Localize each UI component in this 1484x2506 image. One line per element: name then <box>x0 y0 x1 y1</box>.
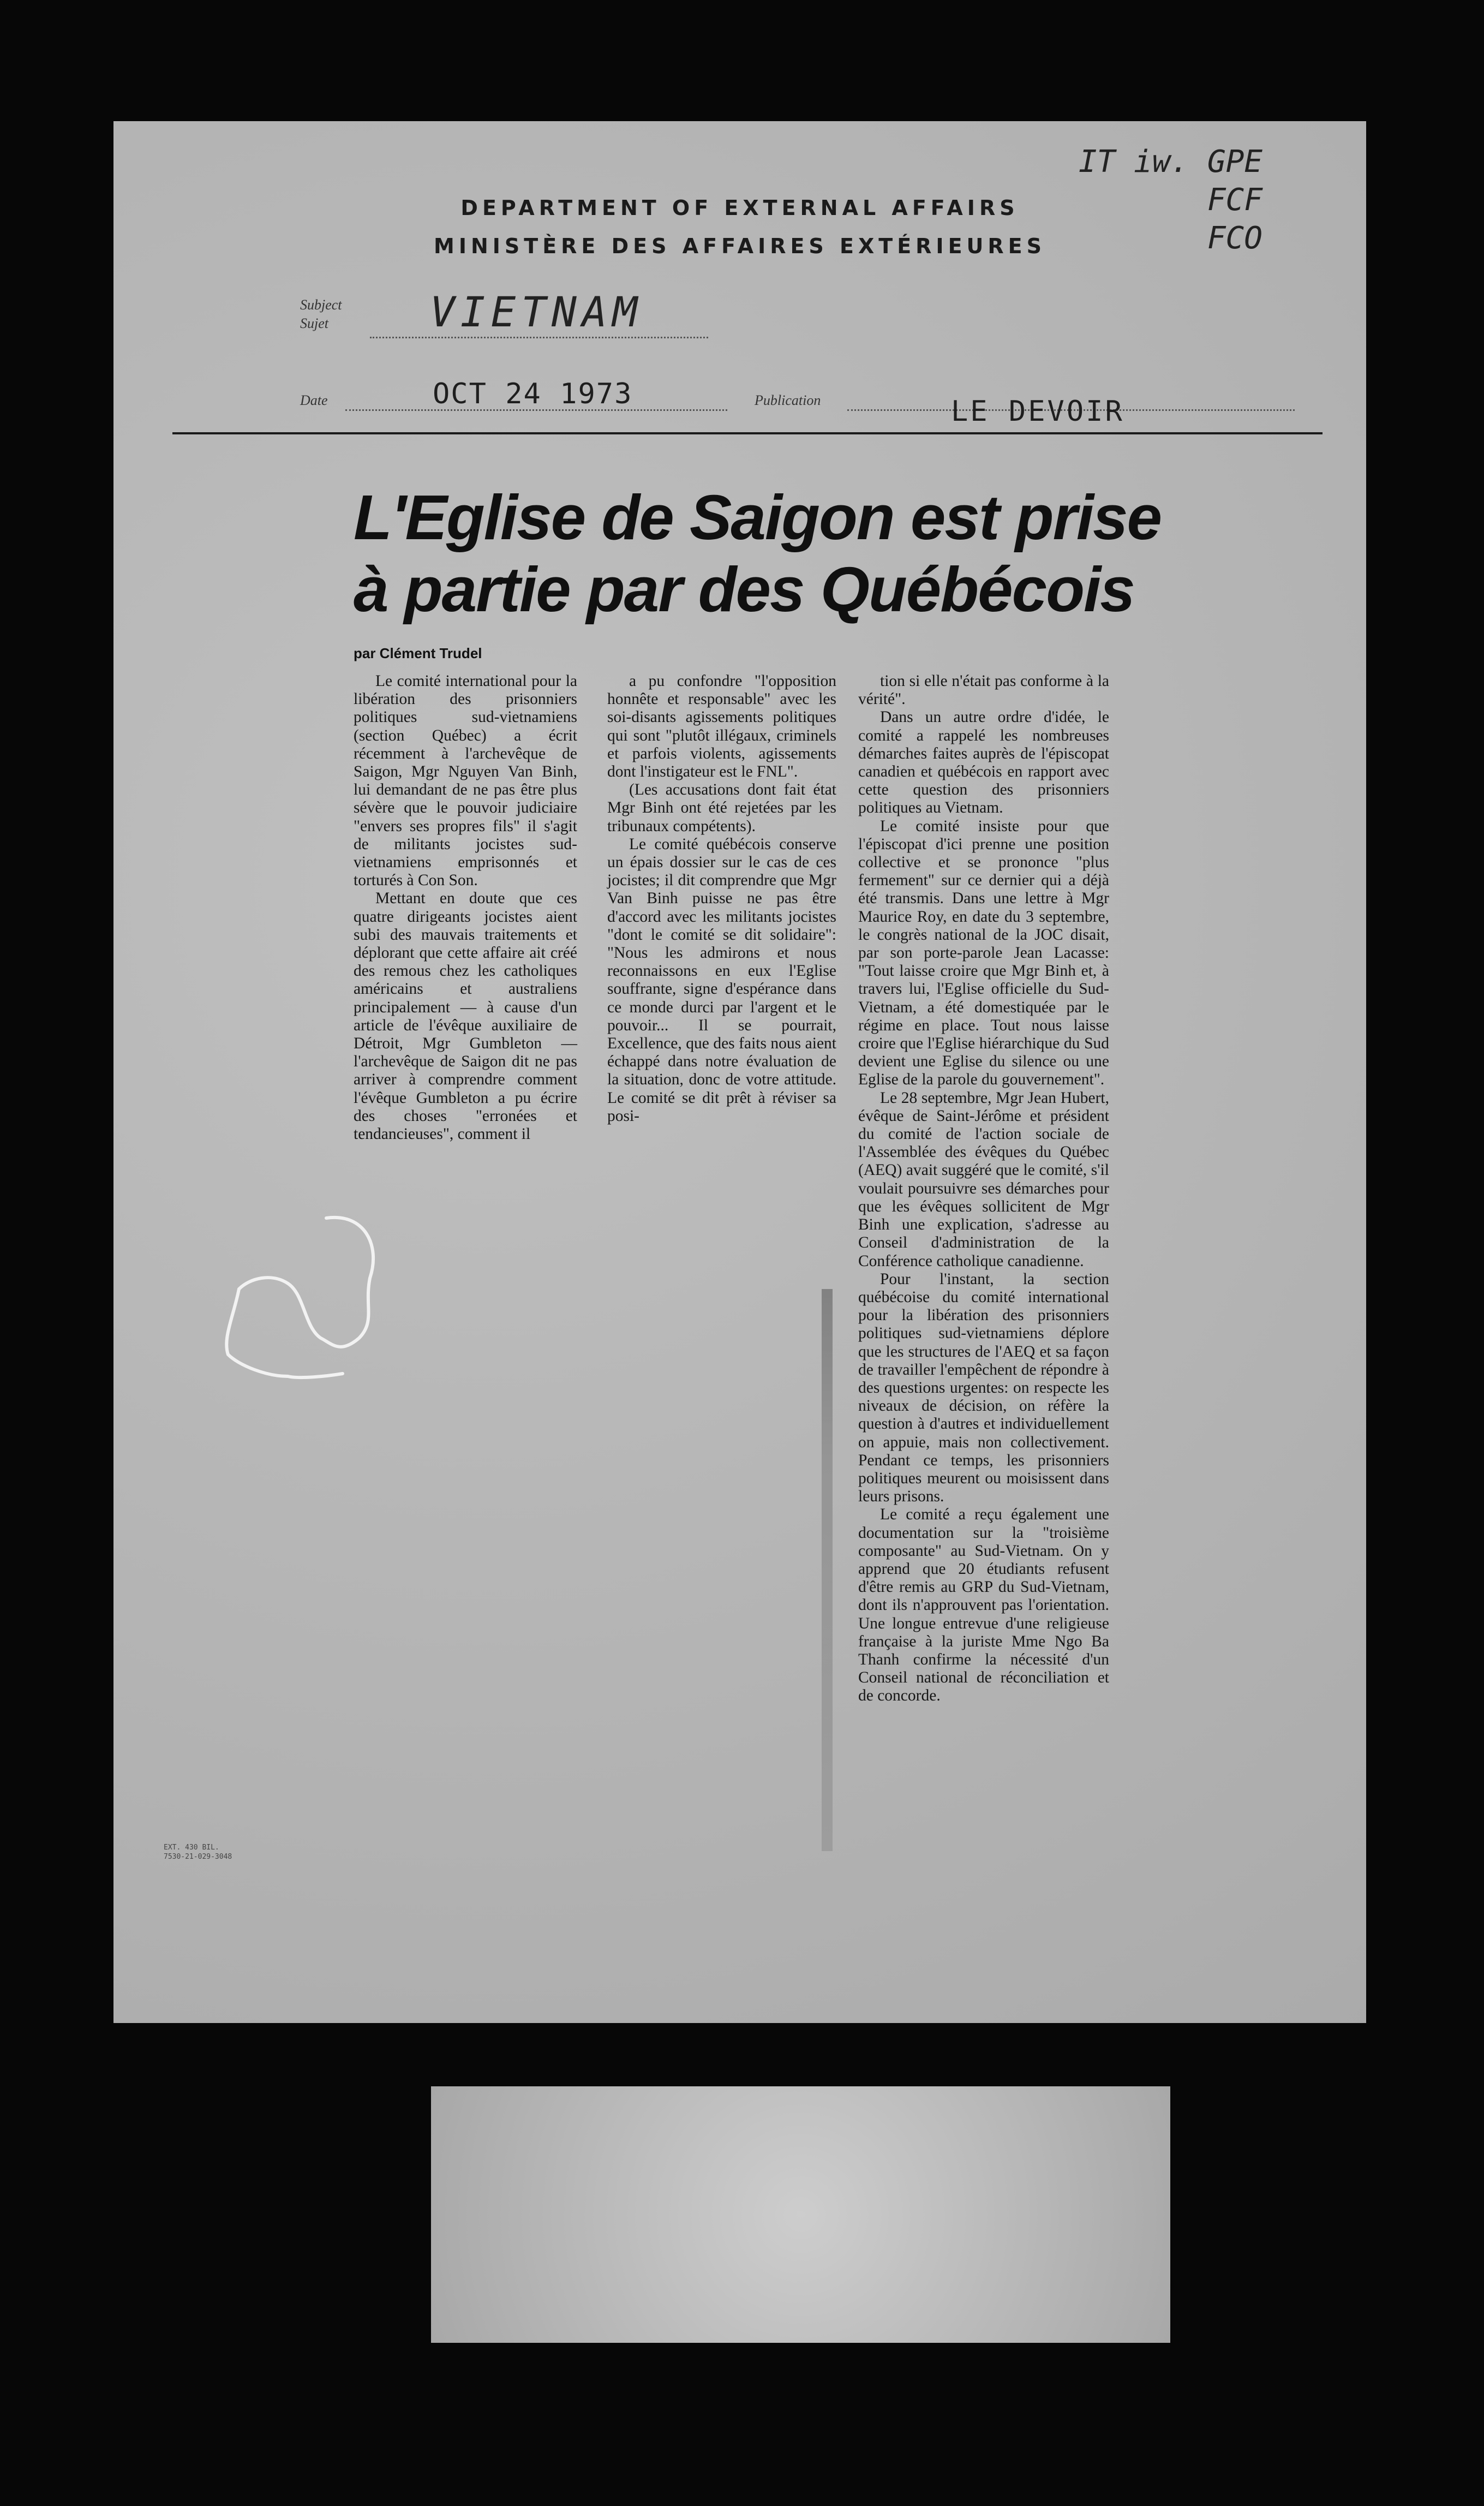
paragraph: Pour l'instant, la section québécoise du comité international pour la libération des prisonniers politiques sud-vietnamiens déplore que les structures de l'AEQ et sa façon de travailler l'empêchent de répondre à des questions urgentes: on respecte les niveaux de décision, on réfère la question à d'autres et individuellement on appuie, mais non collectivement. Pendant ce temps, les prisonniers politiques meurent ou moisissent dans leurs prisons. <box>858 1270 1109 1506</box>
paragraph: (Les accusations dont fait état Mgr Binh ont été rejetées par les tribunaux compétents). <box>607 781 836 835</box>
note-line: FCF <box>1207 182 1262 218</box>
headline-line: à partie par des Québécois <box>354 554 1134 625</box>
stamp-line: EXT. 430 BIL. <box>164 1843 219 1852</box>
subject-label <box>300 296 342 333</box>
subject-value: VIETNAM <box>430 288 643 336</box>
publication-value: LE DEVOIR <box>951 395 1124 428</box>
date-value: OCT 24 1973 <box>433 378 633 410</box>
header-rule <box>172 432 1323 434</box>
date-label: Date <box>300 392 328 408</box>
article-headline <box>354 481 1161 625</box>
publication-label: Publication <box>755 392 821 408</box>
note-line: IT iw. GPE <box>1078 144 1262 180</box>
note-line: FCO <box>1207 220 1262 256</box>
article-column-3 <box>858 672 1109 1705</box>
subject-dotted-line <box>370 337 708 338</box>
scan-shadow-mark <box>822 1289 833 1851</box>
white-scribble-mark <box>223 1213 484 1442</box>
blank-paper-slip <box>431 2086 1170 2343</box>
paragraph: a pu confondre "l'opposition honnête et responsable" avec les soi-disants agissements politiques qui sont "plutôt illégaux, criminels et parfois violents, agissements dont l'instigateur est le FNL". <box>607 672 836 781</box>
clipping-sheet <box>113 121 1366 2023</box>
handwritten-distribution-notes <box>1079 143 1262 258</box>
paragraph: Le comité québécois conserve un épais dossier sur le cas de ces jocistes; il dit comprendre que Mgr Van Binh puisse ne pas être d'accord avec les militants jocistes "dont le comité se dit solidaire": "Nous les admirons et nous reconnaissons en eux l'Eglise souffrante, signe d'espérance dans ce monde durci par l'argent et le pouvoir... Il se pourrait, Excellence, que des faits nous aient échappé dans notre évaluation de la situation, donc de votre attitude. Le comité se dit prêt à réviser sa posi- <box>607 835 836 1125</box>
department-title-en: DEPARTMENT OF EXTERNAL AFFAIRS <box>460 196 1019 220</box>
article-byline: par Clément Trudel <box>354 645 482 661</box>
paragraph: Le 28 septembre, Mgr Jean Hubert, évêque de Saint-Jérôme et président du comité de l'action sociale de l'Assemblée des évêques du Québec (AEQ) avait suggéré que le comité, s'il voulait poursuivre ses démarches pour que les évêques sollicitent de Mgr Binh une explication, s'adresse au Conseil d'administration de la Conférence catholique canadienne. <box>858 1089 1109 1270</box>
form-number-stamp <box>164 1843 232 1861</box>
subject-label-fr: Sujet <box>300 315 328 331</box>
article-column-2 <box>607 672 836 1125</box>
subject-label-en: Subject <box>300 297 342 313</box>
department-title-fr: MINISTÈRE DES AFFAIRES EXTÉRIEURES <box>434 234 1046 258</box>
paragraph: Le comité international pour la libération des prisonniers politiques sud-vietnamiens (section Québec) a écrit récemment à l'archevêque de Saigon, Mgr Nguyen Van Binh, lui demandant de ne pas être plus sévère que le pouvoir judiciaire "envers ses propres fils" il s'agit de militants jocistes sud-vietnamiens emprisonnés et torturés à Con Son. <box>354 672 577 890</box>
article-column-1 <box>354 672 577 1143</box>
paragraph: Le comité insiste pour que l'épiscopat d'ici prenne une position collective et se prononce "plus fermement" sur ce dernier qui a déjà été transmis. Dans une lettre à Mgr Maurice Roy, en date du 3 septembre, le congrès national de la JOC disait, par son porte-parole Jean Lacasse: "Tout laisse croire que Mgr Binh et, à travers lui, l'Eglise officielle du Sud-Vietnam, a été domestiquée par le régime en place. Tout nous laisse croire que l'Eglise hiérarchique du Sud devient une Eglise du silence ou une Eglise de la parole du gouvernement". <box>858 817 1109 1089</box>
paragraph: Dans un autre ordre d'idée, le comité a rappelé les nombreuses démarches faites auprès de l'épiscopat canadien et québécois en rapport avec cette question des prisonniers politiques au Vietnam. <box>858 708 1109 817</box>
paragraph: tion si elle n'était pas conforme à la vérité". <box>858 672 1109 708</box>
paragraph: Le comité a reçu également une documentation sur la "troisième composante" au Sud-Vietnam. On y apprend que 20 étudiants refusent d'être remis au GRP du Sud-Vietnam, dont ils n'approuvent pas l'orientation. Une longue entrevue d'une religieuse française à la juriste Mme Ngo Ba Thanh confirme la nécessité d'un Conseil national de réconciliation et de concorde. <box>858 1506 1109 1705</box>
paragraph: Mettant en doute que ces quatre dirigeants jocistes aient subi des mauvais traitements et déplorant que cette affaire ait créé des remous chez les catholiques américains et australiens principalement — à cause d'un article de l'évêque auxiliaire de Détroit, Mgr Gumbleton — l'archevêque de Saigon dit ne pas arriver à comprendre comment l'évêque Gumbleton a pu écrire des choses "erronées et tendancieuses", comment il <box>354 890 577 1143</box>
headline-line: L'Eglise de Saigon est prise <box>354 482 1162 553</box>
stamp-line: 7530-21-029-3048 <box>164 1853 232 1861</box>
